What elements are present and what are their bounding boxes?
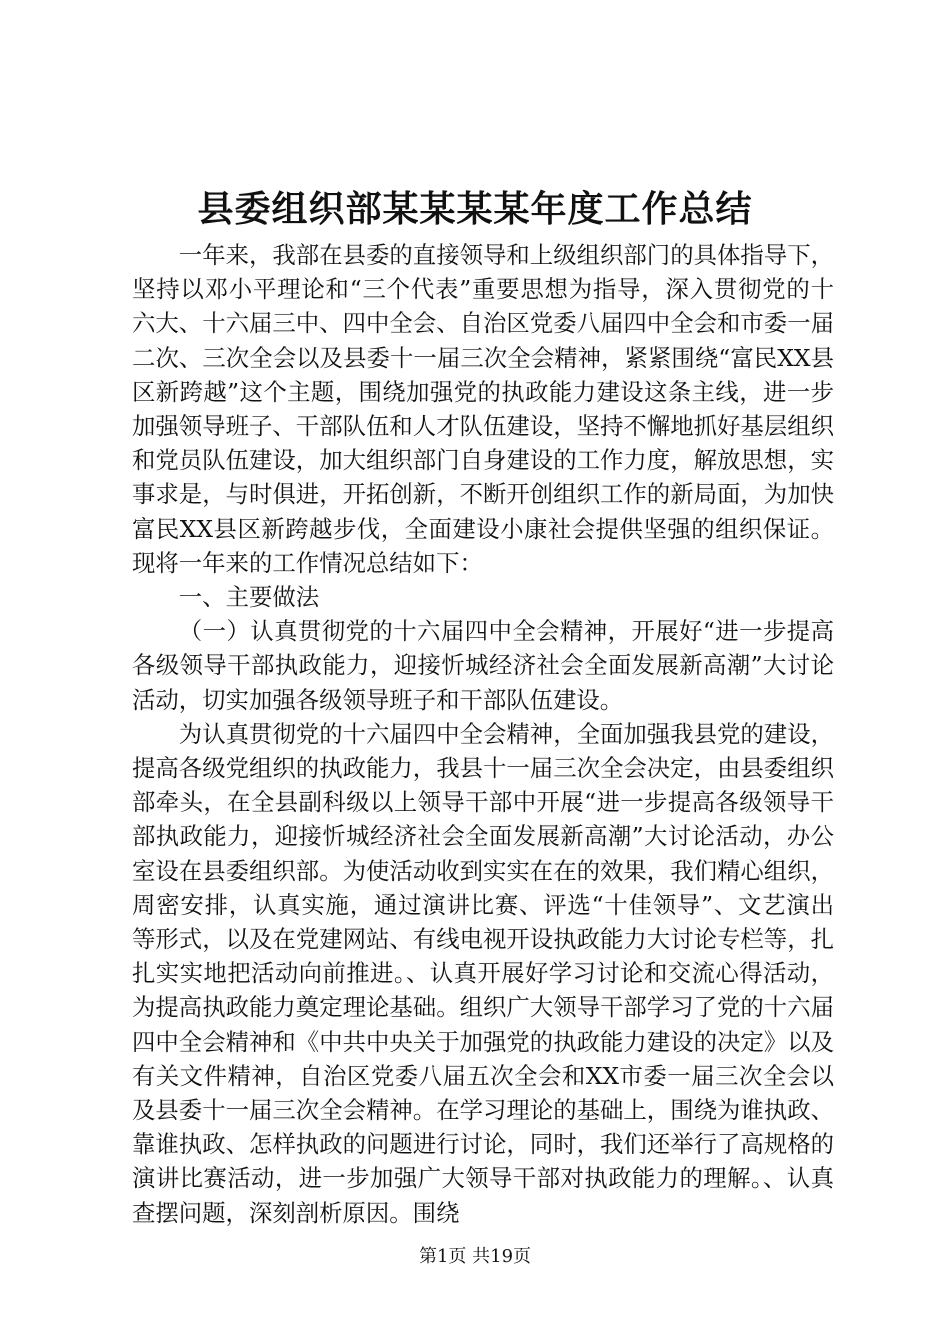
paragraph-body-1: 为认真贯彻党的十六届四中全会精神，全面加强我县党的建设，提高各级党组织的执政能力，我县十一届三次全会决定，由县委组织部牵头，在全县副科级以上领导干部中开展“进一步提高各级领导干部执政能力，迎接忻城经济社会全面发展新高潮”大讨论活动，办公室设在县委组织部。为使活动收到实实在在的效果，我们精心组织，周密安排，认真实施，通过演讲比赛、评选“十佳领导”、文艺演出等形式，以及在党建网站、有线电视开设执政能力大讨论专栏等，扎扎实实地把活动向前推进。、认真开展好学习讨论和交流心得活动，为提高执政能力奠定理论基础。组织广大领导干部学习了党的十六届四中全会精神和《中共中央关于加强党的执政能力建设的决定》以及有关文件精神，自治区党委八届五次全会和XX市委一届三次全会以及县委十一届三次全会精神。在学习理论的基础上，围绕为谁执政、靠谁执政、怎样执政的问题进行讨论，同时，我们还举行了高规格的演讲比赛活动，进一步加强广大领导干部对执政能力的理解。、认真查摆问题，深刻剖析原因。围绕: [132, 719, 834, 1227]
section-heading-main-practices: 一、主要做法: [178, 583, 320, 612]
paragraph-intro: 一年来，我部在县委的直接领导和上级组织部门的具体指导下，坚持以邓小平理论和“三个代表”重要思想为指导，深入贯彻党的十六大、十六届三中、四中全会、自治区党委八届四中全会和市委一届二次、三次全会以及县委十一届三次全会精神，紧紧围绕“富民XX县区新跨越”这个主题，围绕加强党的执政能力建设这条主线，进一步加强领导班子、干部队伍和人才队伍建设，坚持不懈地抓好基层组织和党员队伍建设，加大组织部门自身建设的工作力度，解放思想，实事求是，与时俱进，开拓创新，不断开创组织工作的新局面，为加快富民XX县区新跨越步伐，全面建设小康社会提供坚强的组织保证。现将一年来的工作情况总结如下：: [132, 241, 834, 577]
subsection-heading-1: （一）认真贯彻党的十六届四中全会精神，开展好“进一步提高各级领导干部执政能力，迎接忻城经济社会全面发展新高潮”大讨论活动，切实加强各级领导班子和干部队伍建设。: [132, 617, 834, 714]
page-footer: 第1页 共19页: [418, 1246, 532, 1267]
document-title: 县委组织部某某某某年度工作总结: [197, 189, 753, 230]
document-body: [132, 238, 834, 1230]
